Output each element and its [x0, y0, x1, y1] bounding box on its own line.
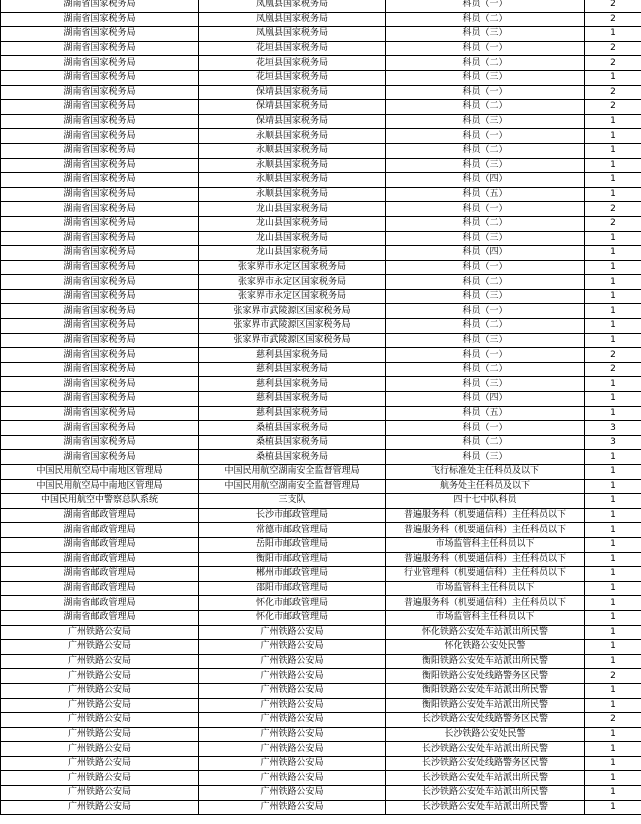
headcount-cell: 1: [585, 333, 641, 348]
headcount-cell: 2: [585, 713, 641, 728]
employer-cell: 广州铁路公安局: [199, 742, 386, 757]
employer-cell: 慈利县国家税务局: [199, 348, 386, 363]
department-cell: 湖南省邮政管理局: [1, 552, 199, 567]
employer-cell: 广州铁路公安局: [199, 625, 386, 640]
position-cell: 市场监管科主任科员以下: [386, 581, 585, 596]
department-cell: 湖南省国家税务局: [1, 304, 199, 319]
employer-cell: 广州铁路公安局: [199, 756, 386, 771]
employer-cell: 永顺县国家税务局: [199, 158, 386, 173]
position-cell: 衡阳铁路公安处车站派出所民警: [386, 654, 585, 669]
employer-cell: 桑植县国家税务局: [199, 435, 386, 450]
table-row: [1, 202, 641, 217]
table-row: [1, 479, 641, 494]
table-row: [1, 173, 641, 188]
table-row: [1, 742, 641, 757]
department-cell: 湖南省邮政管理局: [1, 523, 199, 538]
table-row: [1, 669, 641, 684]
department-cell: 广州铁路公安局: [1, 727, 199, 742]
employer-cell: 长沙市邮政管理局: [199, 508, 386, 523]
headcount-cell: 1: [585, 698, 641, 713]
position-cell: 科员（三）: [386, 158, 585, 173]
table-row: [1, 581, 641, 596]
position-cell: 长沙铁路公安处车站派出所民警: [386, 742, 585, 757]
position-cell: 衡阳铁路公安处车站派出所民警: [386, 698, 585, 713]
position-cell: 普遍服务科（机要通信科）主任科员以下: [386, 552, 585, 567]
department-cell: 湖南省邮政管理局: [1, 581, 199, 596]
headcount-cell: 1: [585, 800, 641, 815]
headcount-cell: 2: [585, 85, 641, 100]
position-cell: 长沙铁路公安处线路警务区民警: [386, 713, 585, 728]
headcount-cell: 2: [585, 100, 641, 115]
headcount-cell: 1: [585, 465, 641, 480]
table-row: [1, 56, 641, 71]
headcount-cell: 1: [585, 523, 641, 538]
department-cell: 湖南省国家税务局: [1, 275, 199, 290]
employer-cell: 凤凰县国家税务局: [199, 12, 386, 27]
department-cell: 广州铁路公安局: [1, 756, 199, 771]
department-cell: 中国民用航空局中南地区管理局: [1, 465, 199, 480]
headcount-cell: 2: [585, 362, 641, 377]
employer-cell: 张家界市永定区国家税务局: [199, 275, 386, 290]
department-cell: 广州铁路公安局: [1, 683, 199, 698]
table-row: [1, 85, 641, 100]
headcount-cell: 1: [585, 610, 641, 625]
employer-cell: 张家界市武陵源区国家税务局: [199, 304, 386, 319]
department-cell: 湖南省国家税务局: [1, 216, 199, 231]
position-cell: 科员（一）: [386, 348, 585, 363]
position-cell: 科员（一）: [386, 0, 585, 12]
headcount-cell: 2: [585, 348, 641, 363]
headcount-cell: 1: [585, 727, 641, 742]
employer-cell: 怀化市邮政管理局: [199, 610, 386, 625]
department-cell: 湖南省国家税务局: [1, 0, 199, 12]
position-cell: 四十七中队科员: [386, 494, 585, 509]
headcount-cell: 1: [585, 260, 641, 275]
position-cell: 长沙铁路公安处民警: [386, 727, 585, 742]
position-cell: 长沙铁路公安处车站派出所民警: [386, 771, 585, 786]
table-row: [1, 537, 641, 552]
employer-cell: 慈利县国家税务局: [199, 362, 386, 377]
headcount-cell: 2: [585, 669, 641, 684]
department-cell: 广州铁路公安局: [1, 669, 199, 684]
position-cell: 科员（一）: [386, 202, 585, 217]
table-row: [1, 377, 641, 392]
employer-cell: 邵阳市邮政管理局: [199, 581, 386, 596]
department-cell: 湖南省国家税务局: [1, 187, 199, 202]
department-cell: 广州铁路公安局: [1, 654, 199, 669]
table-row: [1, 0, 641, 12]
table-row: [1, 596, 641, 611]
headcount-cell: 1: [585, 70, 641, 85]
position-cell: 长沙铁路公安处车站派出所民警: [386, 800, 585, 815]
headcount-cell: 1: [585, 581, 641, 596]
department-cell: 湖南省国家税务局: [1, 173, 199, 188]
employer-cell: 广州铁路公安局: [199, 683, 386, 698]
table-row: [1, 406, 641, 421]
employer-cell: 广州铁路公安局: [199, 669, 386, 684]
employer-cell: 慈利县国家税务局: [199, 392, 386, 407]
position-cell: 科员（三）: [386, 114, 585, 129]
table-row: [1, 756, 641, 771]
employer-cell: 郴州市邮政管理局: [199, 567, 386, 582]
department-cell: 湖南省国家税务局: [1, 231, 199, 246]
position-cell: 科员（三）: [386, 333, 585, 348]
position-cell: 科员（二）: [386, 435, 585, 450]
department-cell: 广州铁路公安局: [1, 698, 199, 713]
headcount-cell: 1: [585, 246, 641, 261]
position-cell: 科员（二）: [386, 275, 585, 290]
table-row: [1, 465, 641, 480]
headcount-cell: 2: [585, 12, 641, 27]
headcount-cell: 1: [585, 158, 641, 173]
department-cell: 湖南省邮政管理局: [1, 508, 199, 523]
table-row: [1, 231, 641, 246]
position-cell: 长沙铁路公安处线路警务区民警: [386, 756, 585, 771]
table-row: [1, 41, 641, 56]
table-row: [1, 319, 641, 334]
position-cell: 科员（二）: [386, 12, 585, 27]
department-cell: 湖南省国家税务局: [1, 129, 199, 144]
position-cell: 科员（一）: [386, 421, 585, 436]
position-cell: 科员（五）: [386, 406, 585, 421]
position-cell: 普遍服务科（机要通信科）主任科员以下: [386, 508, 585, 523]
employer-cell: 常德市邮政管理局: [199, 523, 386, 538]
table-row: [1, 158, 641, 173]
employer-cell: 桑植县国家税务局: [199, 450, 386, 465]
headcount-cell: 2: [585, 202, 641, 217]
position-cell: 科员（三）: [386, 231, 585, 246]
table-row: [1, 683, 641, 698]
headcount-cell: 1: [585, 479, 641, 494]
headcount-cell: 1: [585, 377, 641, 392]
employer-cell: 凤凰县国家税务局: [199, 27, 386, 42]
position-cell: 科员（一）: [386, 260, 585, 275]
employer-cell: 广州铁路公安局: [199, 654, 386, 669]
employer-cell: 广州铁路公安局: [199, 698, 386, 713]
table-row: [1, 771, 641, 786]
department-cell: 湖南省国家税务局: [1, 348, 199, 363]
table-row: [1, 216, 641, 231]
position-cell: 科员（二）: [386, 319, 585, 334]
table-row: [1, 304, 641, 319]
employer-cell: 张家界市永定区国家税务局: [199, 289, 386, 304]
table-row: [1, 450, 641, 465]
department-cell: 湖南省国家税务局: [1, 158, 199, 173]
position-cell: 科员（二）: [386, 56, 585, 71]
employer-cell: 岳阳市邮政管理局: [199, 537, 386, 552]
employer-cell: 桑植县国家税务局: [199, 421, 386, 436]
table-row: [1, 362, 641, 377]
table-row: [1, 27, 641, 42]
table-row: [1, 348, 641, 363]
employer-cell: 张家界市永定区国家税务局: [199, 260, 386, 275]
headcount-cell: 1: [585, 756, 641, 771]
headcount-cell: 3: [585, 435, 641, 450]
headcount-cell: 1: [585, 683, 641, 698]
headcount-cell: 1: [585, 552, 641, 567]
position-cell: 科员（三）: [386, 289, 585, 304]
headcount-cell: 1: [585, 27, 641, 42]
table-row: [1, 421, 641, 436]
department-cell: 湖南省国家税务局: [1, 392, 199, 407]
headcount-cell: 2: [585, 0, 641, 12]
department-cell: 湖南省国家税务局: [1, 435, 199, 450]
employer-cell: 凤凰县国家税务局: [199, 0, 386, 12]
position-cell: 衡阳铁路公安处车站派出所民警: [386, 683, 585, 698]
position-cell: 科员（三）: [386, 450, 585, 465]
position-cell: 怀化铁路公安处民警: [386, 640, 585, 655]
employer-cell: 广州铁路公安局: [199, 727, 386, 742]
table-row: [1, 786, 641, 801]
department-cell: 湖南省国家税务局: [1, 12, 199, 27]
position-cell: 科员（一）: [386, 129, 585, 144]
department-cell: 湖南省邮政管理局: [1, 610, 199, 625]
headcount-cell: 1: [585, 640, 641, 655]
position-cell: 普遍服务科（机要通信科）主任科员以下: [386, 596, 585, 611]
table-row: [1, 610, 641, 625]
position-cell: 怀化铁路公安处车站派出所民警: [386, 625, 585, 640]
position-cell: 科员（四）: [386, 173, 585, 188]
department-cell: 湖南省国家税务局: [1, 421, 199, 436]
position-cell: 行业管理科（机要通信科）主任科员以下: [386, 567, 585, 582]
employer-cell: 广州铁路公安局: [199, 771, 386, 786]
employer-cell: 永顺县国家税务局: [199, 173, 386, 188]
position-cell: 长沙铁路公安处车站派出所民警: [386, 786, 585, 801]
department-cell: 中国民用航空中警察总队系统: [1, 494, 199, 509]
employer-cell: 广州铁路公安局: [199, 640, 386, 655]
employer-cell: 花垣县国家税务局: [199, 41, 386, 56]
headcount-cell: 1: [585, 494, 641, 509]
department-cell: 湖南省国家税务局: [1, 202, 199, 217]
department-cell: 湖南省国家税务局: [1, 362, 199, 377]
headcount-cell: 1: [585, 187, 641, 202]
employer-cell: 怀化市邮政管理局: [199, 596, 386, 611]
position-cell: 科员（二）: [386, 143, 585, 158]
headcount-cell: 1: [585, 508, 641, 523]
position-cell: 科员（二）: [386, 216, 585, 231]
table-row: [1, 713, 641, 728]
table-row: [1, 552, 641, 567]
employer-cell: 保靖县国家税务局: [199, 85, 386, 100]
department-cell: 广州铁路公安局: [1, 640, 199, 655]
employer-cell: 龙山县国家税务局: [199, 246, 386, 261]
department-cell: 湖南省国家税务局: [1, 56, 199, 71]
department-cell: 湖南省国家税务局: [1, 114, 199, 129]
department-cell: 湖南省国家税务局: [1, 70, 199, 85]
headcount-cell: 1: [585, 275, 641, 290]
position-cell: 科员（三）: [386, 70, 585, 85]
position-cell: 科员（三）: [386, 27, 585, 42]
headcount-cell: 1: [585, 537, 641, 552]
employer-cell: 永顺县国家税务局: [199, 129, 386, 144]
position-cell: 科员（二）: [386, 100, 585, 115]
position-cell: 科员（三）: [386, 377, 585, 392]
headcount-cell: 1: [585, 319, 641, 334]
employer-cell: 广州铁路公安局: [199, 786, 386, 801]
employer-cell: 张家界市武陵源区国家税务局: [199, 333, 386, 348]
department-cell: 湖南省国家税务局: [1, 260, 199, 275]
headcount-cell: 1: [585, 114, 641, 129]
position-cell: 科员（一）: [386, 85, 585, 100]
employer-cell: 三支队: [199, 494, 386, 509]
employer-cell: 花垣县国家税务局: [199, 56, 386, 71]
employer-cell: 保靖县国家税务局: [199, 100, 386, 115]
department-cell: 湖南省国家税务局: [1, 41, 199, 56]
headcount-cell: 1: [585, 289, 641, 304]
headcount-cell: 1: [585, 406, 641, 421]
department-cell: 湖南省国家税务局: [1, 143, 199, 158]
position-cell: 普遍服务科（机要通信科）主任科员以下: [386, 523, 585, 538]
position-cell: 飞行标准处主任科员及以下: [386, 465, 585, 480]
department-cell: 湖南省邮政管理局: [1, 596, 199, 611]
headcount-cell: 1: [585, 231, 641, 246]
employer-cell: 慈利县国家税务局: [199, 406, 386, 421]
headcount-cell: 1: [585, 654, 641, 669]
department-cell: 广州铁路公安局: [1, 771, 199, 786]
position-cell: 科员（四）: [386, 392, 585, 407]
table-row: [1, 289, 641, 304]
table-row: [1, 494, 641, 509]
department-cell: 湖南省国家税务局: [1, 100, 199, 115]
employer-cell: 保靖县国家税务局: [199, 114, 386, 129]
table-row: [1, 640, 641, 655]
table-row: [1, 12, 641, 27]
department-cell: 湖南省国家税务局: [1, 246, 199, 261]
employer-cell: 龙山县国家税务局: [199, 202, 386, 217]
department-cell: 湖南省国家税务局: [1, 377, 199, 392]
employer-cell: 广州铁路公安局: [199, 800, 386, 815]
headcount-cell: 3: [585, 421, 641, 436]
table-row: [1, 567, 641, 582]
department-cell: 湖南省国家税务局: [1, 85, 199, 100]
headcount-cell: 1: [585, 596, 641, 611]
department-cell: 广州铁路公安局: [1, 713, 199, 728]
position-cell: 科员（五）: [386, 187, 585, 202]
headcount-cell: 1: [585, 129, 641, 144]
department-cell: 广州铁路公安局: [1, 800, 199, 815]
table-body: [1, 0, 641, 815]
table-row: [1, 143, 641, 158]
table-row: [1, 698, 641, 713]
department-cell: 广州铁路公安局: [1, 625, 199, 640]
department-cell: 广州铁路公安局: [1, 742, 199, 757]
table-row: [1, 260, 641, 275]
headcount-cell: 1: [585, 771, 641, 786]
position-cell: 市场监管科主任科员以下: [386, 610, 585, 625]
position-cell: 科员（二）: [386, 362, 585, 377]
headcount-cell: 2: [585, 216, 641, 231]
table-row: [1, 727, 641, 742]
employer-cell: 慈利县国家税务局: [199, 377, 386, 392]
employer-cell: 永顺县国家税务局: [199, 187, 386, 202]
department-cell: 湖南省国家税务局: [1, 27, 199, 42]
employer-cell: 广州铁路公安局: [199, 713, 386, 728]
table-row: [1, 392, 641, 407]
employer-cell: 龙山县国家税务局: [199, 231, 386, 246]
table-row: [1, 275, 641, 290]
table-row: [1, 129, 641, 144]
employer-cell: 中国民用航空湖南安全监督管理局: [199, 479, 386, 494]
headcount-cell: 1: [585, 625, 641, 640]
headcount-cell: 1: [585, 304, 641, 319]
position-cell: 科员（一）: [386, 41, 585, 56]
department-cell: 湖南省国家税务局: [1, 289, 199, 304]
headcount-cell: 1: [585, 567, 641, 582]
department-cell: 湖南省国家税务局: [1, 406, 199, 421]
department-cell: 中国民用航空局中南地区管理局: [1, 479, 199, 494]
table-row: [1, 114, 641, 129]
table-row: [1, 508, 641, 523]
position-cell: 科员（一）: [386, 304, 585, 319]
headcount-cell: 1: [585, 143, 641, 158]
employer-cell: 中国民用航空湖南安全监督管理局: [199, 465, 386, 480]
headcount-cell: 1: [585, 786, 641, 801]
department-cell: 湖南省国家税务局: [1, 450, 199, 465]
headcount-cell: 1: [585, 173, 641, 188]
department-cell: 广州铁路公安局: [1, 786, 199, 801]
employer-cell: 衡阳市邮政管理局: [199, 552, 386, 567]
table-row: [1, 523, 641, 538]
headcount-cell: 1: [585, 742, 641, 757]
table-row: [1, 100, 641, 115]
position-cell: 市场监管科主任科员以下: [386, 537, 585, 552]
table-row: [1, 333, 641, 348]
position-cell: 科员（四）: [386, 246, 585, 261]
table-row: [1, 625, 641, 640]
employer-cell: 永顺县国家税务局: [199, 143, 386, 158]
headcount-cell: 2: [585, 41, 641, 56]
headcount-cell: 1: [585, 450, 641, 465]
table-row: [1, 187, 641, 202]
headcount-cell: 1: [585, 392, 641, 407]
table-row: [1, 800, 641, 815]
department-cell: 湖南省国家税务局: [1, 319, 199, 334]
headcount-cell: 2: [585, 56, 641, 71]
table-row: [1, 246, 641, 261]
employer-cell: 张家界市武陵源区国家税务局: [199, 319, 386, 334]
position-cell: 航务处主任科员及以下: [386, 479, 585, 494]
department-cell: 湖南省国家税务局: [1, 333, 199, 348]
department-cell: 湖南省邮政管理局: [1, 567, 199, 582]
position-cell: 衡阳铁路公安处线路警务区民警: [386, 669, 585, 684]
table-row: [1, 654, 641, 669]
table-row: [1, 70, 641, 85]
department-cell: 湖南省邮政管理局: [1, 537, 199, 552]
employer-cell: 龙山县国家税务局: [199, 216, 386, 231]
employer-cell: 花垣县国家税务局: [199, 70, 386, 85]
table-row: [1, 435, 641, 450]
